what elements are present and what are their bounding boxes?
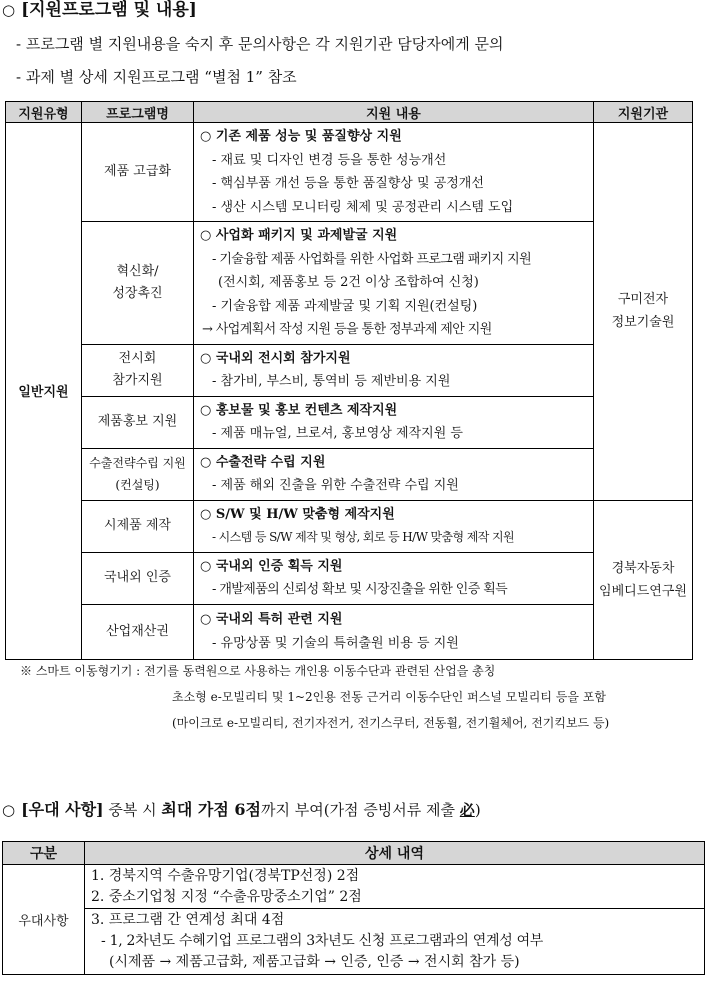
program-name: 참가지원 [112, 373, 163, 388]
content-item: - 생산 시스템 모니터링 체제 및 공정관리 시스템 도입 [212, 199, 514, 215]
table-row [3, 865, 705, 909]
org-name-line: 정보기술원 [611, 315, 675, 331]
header-program-name: 프로그램명 [82, 102, 194, 123]
support-content-cell [194, 344, 594, 396]
program-name: 국내외 인증 [104, 570, 171, 585]
program-name: 수출전략수립 지원 [89, 456, 186, 470]
content-item: - 제품 매뉴얼, 브로셔, 홍보영상 제작지원 등 [212, 426, 463, 441]
program-name: 성장촉진 [112, 285, 163, 301]
detail-line: 1. 경북지역 수출유망기업(경북TP선정) 2점 [91, 867, 360, 884]
org-name-line: 경북자동차 [611, 560, 675, 576]
content-heading: ○ 수출전략 수립 지원 [200, 454, 326, 470]
table-row [6, 448, 693, 500]
program-name: 제품홍보 지원 [97, 414, 178, 429]
header-details: 상세 내역 [85, 842, 705, 865]
support-content-cell [194, 396, 594, 448]
table-header-row [6, 102, 693, 123]
preference-table [2, 841, 705, 975]
org-name-line: 임베디드연구원 [599, 583, 687, 599]
detail-line: (시제품 → 제품고급화, 제품고급화 → 인증, 인증 → 전시회 참가 등) [109, 954, 520, 970]
program-name: 전시회 [118, 351, 157, 366]
table-row [6, 222, 693, 345]
footnote-line-2: 초소형 e-모빌리티 및 1~2인용 전동 근거리 이동수단인 퍼스널 모빌리티 등을 포함 [172, 690, 606, 704]
table-row [6, 123, 693, 222]
footnote-line-3: (마이크로 e-모빌리티, 전기자전거, 전기스쿠터, 전동휠, 전기휠체어, 전기킥보드 등) [172, 716, 610, 730]
program-name-cell [82, 604, 194, 659]
content-item: - 기술융합 제품 과제발굴 및 기획 지원(컨설팅) [212, 298, 478, 314]
org-name-line: 구미전자 [617, 292, 669, 308]
circle-bullet-icon: ○ [2, 1, 16, 19]
program-name: 혁신화/ [116, 263, 159, 279]
table-row [6, 500, 693, 552]
support-org-cell [594, 500, 693, 659]
content-item: - 제품 해외 진출을 위한 수출전략 수립 지원 [212, 478, 459, 493]
content-item: - 시스템 등 S/W 제작 및 형상, 회로 등 H/W 맞춤형 제작 지원 [212, 530, 514, 544]
content-item: - 핵심부품 개선 등을 통한 품질향상 및 공정개선 [212, 176, 484, 191]
program-name: 산업재산권 [106, 623, 169, 639]
footnote-line-1: ※ 스마트 이동형기기 : 전기를 동력원으로 사용하는 개인용 이동수단과 관련된 산업을 총칭 [20, 664, 496, 678]
content-heading: ○ 사업화 패키지 및 과제발굴 지원 [200, 228, 398, 243]
program-name: (컨설팅) [115, 478, 160, 492]
program-name-cell [82, 552, 194, 604]
detail-line: 3. 프로그램 간 연계성 최대 4점 [91, 912, 285, 928]
table-row [6, 396, 693, 448]
header-support-org: 지원기관 [594, 102, 693, 123]
support-content-cell [194, 604, 594, 659]
table-row [6, 552, 693, 604]
content-item: → 사업계획서 작성 지원 등을 통한 정부과제 제안 지원 [202, 322, 492, 337]
support-content-cell [194, 500, 594, 552]
program-name-cell [82, 448, 194, 500]
support-type-cell: 일반지원 [6, 123, 82, 660]
content-heading: ○ 국내외 특허 관련 지원 [200, 612, 343, 627]
preference-detail-cell [85, 865, 705, 909]
program-name-cell [82, 123, 194, 222]
content-item: - 기술융합 제품 사업화를 위한 사업화 프로그램 패키지 지원 [212, 251, 532, 267]
table-row [3, 909, 705, 975]
section1-note-1: - 프로그램 별 지원내용을 숙지 후 문의사항은 각 지원기관 담당자에게 문의 [16, 35, 504, 53]
support-org-cell [594, 123, 693, 501]
section2-text-1: 중복 시 [103, 801, 162, 819]
content-heading: ○ 국내외 전시회 참가지원 [200, 350, 351, 366]
table-header-row [3, 842, 705, 865]
section1-note-2: - 과제 별 상세 지원프로그램 “별첨 1” 참조 [16, 68, 297, 86]
support-program-table [5, 101, 693, 660]
table-row [6, 344, 693, 396]
detail-line: - 1, 2차년도 수혜기업 프로그램의 3차년도 신청 프로그램과의 연계성 여부 [101, 933, 544, 949]
content-item: - 유망상품 및 기술의 특허출원 비용 등 지원 [212, 635, 459, 651]
section2-title [2, 800, 481, 820]
detail-line: 2. 중소기업청 지정 “수출유망중소기업” 2점 [91, 888, 362, 905]
header-support-type: 지원유형 [6, 102, 82, 123]
content-heading: ○ 기존 제품 성능 및 품질향상 지원 [200, 129, 402, 144]
circle-bullet-icon: ○ [2, 801, 16, 819]
section1-title [2, 0, 197, 20]
section2-emphasis: 최대 가점 6점 [161, 800, 261, 819]
content-item: - 개발제품의 신뢰성 확보 및 시장진출을 위한 인증 획득 [212, 582, 508, 597]
program-name-cell [82, 222, 194, 345]
header-support-content: 지원 내용 [194, 102, 594, 123]
section2-heading: [우대 사항] [21, 800, 104, 819]
content-item: (전시회, 제품홍보 등 2건 이상 조합하여 신청) [218, 275, 479, 290]
program-name-cell [82, 344, 194, 396]
support-content-cell [194, 448, 594, 500]
content-item: - 참가비, 부스비, 통역비 등 제반비용 지원 [212, 374, 451, 389]
support-content-cell [194, 552, 594, 604]
program-name: 시제품 제작 [104, 518, 171, 533]
header-category: 구분 [3, 842, 85, 865]
program-name: 제품 고급화 [104, 164, 171, 179]
preference-detail-cell [85, 909, 705, 975]
support-content-cell [194, 123, 594, 222]
preference-label-cell: 우대사항 [3, 865, 85, 975]
program-name-cell [82, 500, 194, 552]
content-heading: ○ 홍보물 및 홍보 컨텐츠 제작지원 [200, 402, 398, 418]
section1-heading: [지원프로그램 및 내용] [21, 0, 197, 20]
content-heading: ○ 국내외 인증 획득 지원 [200, 558, 343, 574]
table-row [6, 604, 693, 659]
content-heading: ○ S/W 및 H/W 맞춤형 제작지원 [200, 506, 395, 522]
required-mark: 必 [459, 801, 475, 819]
section2-text-2: 까지 부여(가점 증빙서류 제출 [260, 801, 460, 819]
support-content-cell [194, 222, 594, 345]
content-item: - 재료 및 디자인 변경 등을 통한 성능개선 [212, 152, 447, 168]
program-name-cell [82, 396, 194, 448]
section2-text-3: ) [474, 801, 481, 819]
